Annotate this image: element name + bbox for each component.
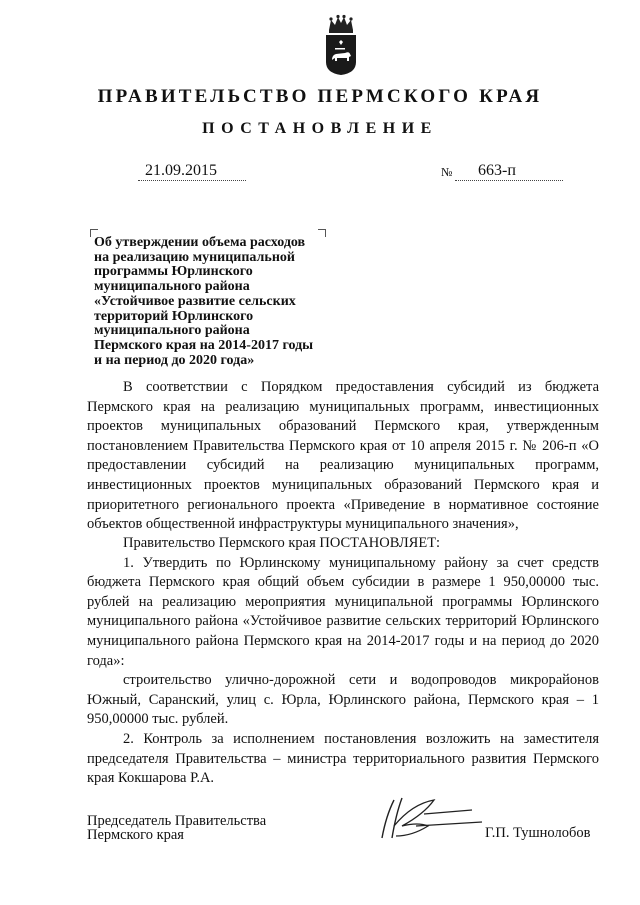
document-subject (94, 236, 354, 368)
number-underline (455, 180, 563, 181)
date-underline (138, 180, 246, 181)
document-type-title: ПОСТАНОВЛЕНИЕ (202, 120, 438, 137)
position-line-2: Пермского края (87, 827, 184, 843)
item-2-paragraph: 2. Контроль за исполнением постановления возложить на заместителя председателя Правительства – министра территориального развития Пермского края Кокшарова Р.А. (87, 730, 599, 787)
subject-line: территорий Юрлинского (94, 308, 254, 324)
item-1-paragraph: 1. Утвердить по Юрлинскому муниципальному району за счет средств бюджета Пермского края общий объем субсидии в размере 1 950,00000 тыс. рублей на реализацию мероприятия муниципальной программы Юрлинского муниципального района «Устойчивое развитие сельских территорий Юрлинского муниципального района Пермского края на 2014-2017 годы и на период до 2020 года»: (87, 554, 599, 669)
item-1-detail-paragraph: строительство улично-дорожной сети и водопроводов микрорайонов Южный, Саранский, улиц с. Юрла, Юрлинского района, Пермского края – 1 950,00000 тыс. рублей. (87, 672, 599, 728)
handwritten-signature-icon (372, 796, 484, 842)
document-date: 21.09.2015 (145, 162, 217, 179)
signatory-name: Г.П. Тушнолобов (485, 825, 591, 841)
position-line-1: Председатель Правительства (87, 813, 267, 829)
preamble-paragraph: В соответствии с Порядком предоставления субсидий из бюджета Пермского края на реализацию муниципальных программ, инвестиционных проектов муниципальных образований Пермского края, утвержденным постановлением Правительства Пермского края от 10 апреля 2015 г. № 206-п «О предоставлении субсидий на реализацию муниципальных программ, инвестиционных проектов муниципальных образований Пермского края и приоритетного регионального проекта «Приведение в нормативное состояние объектов общественной инфраструктуры муниципального значения», (87, 379, 599, 533)
subject-line: «Устойчивое развитие сельских (94, 293, 296, 309)
subject-line: на реализацию муниципальной (94, 249, 295, 265)
preamble (87, 378, 599, 535)
subject-line: муниципального района (94, 323, 250, 339)
document-number: 663-п (478, 162, 516, 179)
subject-line: Пермского края на 2014-2017 годы (94, 337, 314, 353)
resolves-paragraph: Правительство Пермского края ПОСТАНОВЛЯЕТ: (123, 535, 441, 551)
subject-line: программы Юрлинского (94, 264, 253, 280)
government-title: ПРАВИТЕЛЬСТВО ПЕРМСКОГО КРАЯ (97, 86, 543, 107)
signatory-position (87, 814, 266, 842)
resolution-body (87, 534, 599, 789)
subject-line: Об утверждении объема расходов (94, 235, 306, 250)
subject-line: муниципального района (94, 279, 250, 295)
number-label: № (441, 165, 453, 179)
subject-line: и на период до 2020 года» (94, 352, 255, 368)
coat-of-arms-icon (323, 14, 359, 76)
